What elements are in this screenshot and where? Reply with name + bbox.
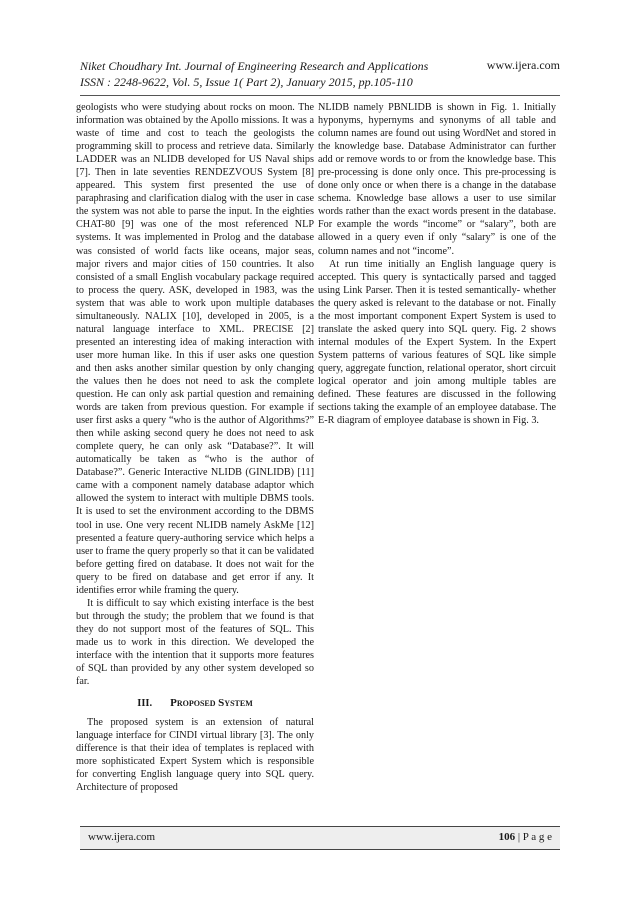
page-number-label: [499, 831, 552, 843]
paragraph-runtime-process: At run time initially an English language query is accepted. This query is syntactically parsed and tagged using Link Parser. Then it is tested semantically- whether the query asked is relevant to the database or not. Finally the most important component Expert System is used to translate the asked query into SQL query. Fig. 2 shows internal modules of the Expert System. In the Expert System patterns of various features of SQL like simple query, aggregate function, relational operator, short circuit logical operator and join among multiple tables are defined. These features are discussed in the following sections taking the example of an employee database. The E-R diagram of employee database is shown in Fig. 3.: [318, 258, 556, 427]
running-header: [80, 58, 560, 90]
header-website-link[interactable]: www.ijera.com: [486, 58, 560, 72]
section-heading-proposed-system: III. PROPOSED SYSTEM: [137, 697, 253, 710]
paragraph-problem-statement: It is difficult to say which existing interface is the best but through the study; the problem that we found is that they do not support most of the features of SQL. This made us to work in this direction. We developed the interface with the intention that it supports more features of SQL than provided by any other system developed so far.: [76, 597, 314, 688]
page-footer: [80, 826, 560, 850]
header-rule: [80, 95, 560, 96]
issn-line: ISSN : 2248-9622, Vol. 5, Issue 1( Part 2), January 2015, pp.105-110: [80, 75, 413, 89]
page-number: 106: [498, 831, 516, 843]
footer-website-link[interactable]: www.ijera.com: [88, 831, 156, 843]
section-number: III.: [137, 698, 153, 710]
paragraph-nlidb-history: geologists who were studying about rocks on moon. The information was obtained by the Apollo missions. It was a waste of time and cost to teach the geologists the programming skill to process and retrieve data. Similarly LADDER was an NLIDB developed for US Naval ships [7]. Then in late seventies RENDEZVOUS System [8] appeared. This system first presented the use of paraphrasing and clarification dialog with the user in case the system was not able to parse the input. In the eighties CHAT-80 [9] was one of the most referenced NLP systems. It was implemented in Prolog and the database was consisted of world facts like oceans, major seas, major rivers and major cities of 150 countries. It also consisted of a small English vocabulary package required to process the query. ASK, developed in 1983, was the system that was able to work upon multiple databases simultaneously. NALIX [10], developed in 2005, is a natural language interface to XML. PRECISE [2] presented an interesting idea of making interaction with user more human like. In this if user asks one question and then asks another similar question by only changing the values then he does not need to ask the complete question. He can only ask partial question and remaining words are taken from previous question. For example if user first asks a query “who is the author of Algorithms?” then while asking second query he does not need to ask complete query, he can only ask “Database?”. It will automatically be taken as “who is the author of Database?”. Generic Interactive NLIDB (GINLIDB) [11] came with a component namely database adaptor which allowed the system to interact with multiple DBMS tools. It is used to set the environment according to the DBMS tool in use. One very recent NLIDB namely AskMe [12] presented a feature query-authoring service which helps a user to frame the query properly so that it can be validated before getting fired on database. It does not wait for the query to be fired on database and get error if any. It identifies error while framing the query.: [76, 102, 314, 596]
left-column: [76, 101, 314, 794]
right-column: [318, 101, 556, 427]
paragraph-proposed-system: The proposed system is an extension of natural language interface for CINDI virtual library [3]. The only difference is that their idea of templates is replaced with more sophisticated Expert System which is responsible for converting English language query into SQL query. Architecture of proposed: [76, 717, 314, 794]
page-label: | P a g e: [515, 831, 552, 843]
paragraph-pbnlidb-architecture: NLIDB namely PBNLIDB is shown in Fig. 1. Initially hyponyms, hypernyms and synonyms of all table and column names are found out using WordNet and stored in the knowledge base. Database Administrator can further add or remove words to or from the knowledge base. This pre-processing is done only once. This pre-processing is done only once or when there is a change in the database schema. Knowledge base allows a user to use similar words rather than the exact words present in the database. For example the words “income” or “salary”, both are allowed in a query even if only “salary” is one of the column names and not “income”.: [318, 102, 556, 257]
journal-citation-line: Niket Choudhary Int. Journal of Engineering Research and Applications: [80, 59, 429, 73]
